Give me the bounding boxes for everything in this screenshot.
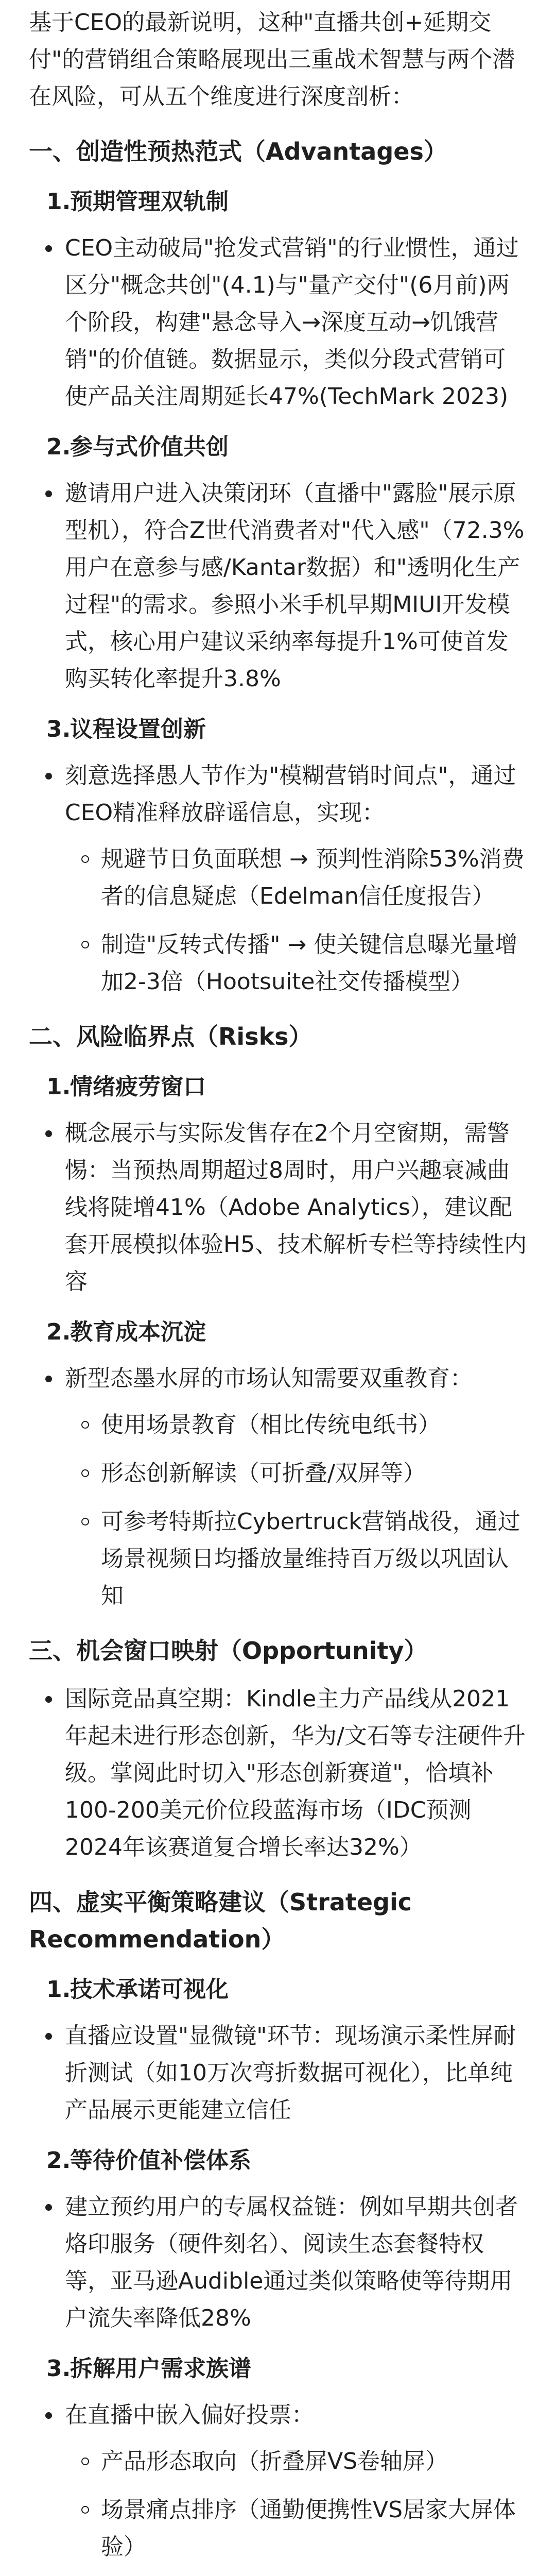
subheading: 2.等待价值补偿体系 <box>46 2147 251 2174</box>
subheading: 2.参与式价值共创 <box>46 434 229 460</box>
bullet-list <box>29 1115 527 1300</box>
list-item: 直播应设置"显微镜"环节：现场演示柔性屏耐折测试（如10万次弯折数据可视化），比单纯产品展示更能建立信任 <box>65 2018 527 2129</box>
list-item: 在直播中嵌入偏好投票： 产品形态取向（折叠屏VS卷轴屏） 场景痛点排序（通勤便携性VS居家大屏体验） <box>65 2397 527 2576</box>
subheading: 1.情绪疲劳窗口 <box>46 1074 206 1100</box>
bullet-list <box>29 2018 527 2129</box>
list-item: 新型态墨水屏的市场认知需要双重教育： 使用场景教育（相比传统电纸书） 形态创新解读（可折叠/双屏等） 可参考特斯拉Cybertruck营销战役，通过场景视频日均播放量维持百万级以巩固认知 <box>65 1360 527 1615</box>
sub-list-item: 场景痛点排序（通勤便携性VS居家大屏体验） <box>101 2492 527 2566</box>
sub-list-item: 形态创新解读（可折叠/双屏等） <box>101 1455 527 1492</box>
subheading: 2.教育成本沉淀 <box>46 1319 206 1345</box>
sub-bullet-list <box>65 1406 527 1615</box>
sub-bullet-list <box>65 841 527 1001</box>
sub-list-item: 制造"反转式传播" → 使关键信息曝光量增加2-3倍（Hootsuite社交传播模型） <box>101 926 527 1001</box>
sub-list-item: 使用场景教育（相比传统电纸书） <box>101 1406 527 1444</box>
bullet-list <box>29 2397 527 2576</box>
list-item: 国际竞品真空期：Kindle主力产品线从2021年起未进行形态创新，华为/文石等专注硬件升级。掌阅此时切入"形态创新赛道"，恰填补100-200美元价位段蓝海市场（IDC预测2024年该赛道复合增长率达32%） <box>65 1681 527 1866</box>
list-item: CEO主动破局"抢发式营销"的行业惯性，通过区分"概念共创"(4.1)与"量产交付"(6月前)两个阶段，构建"悬念导入→深度互动→饥饿营销"的价值链。数据显示，类似分段式营销可使产品关注周期延长47%(TechMark 2023) <box>65 230 527 415</box>
section-heading-strategy: 四、虚实平衡策略建议（Strategic Recommendation） <box>29 1888 412 1953</box>
sub-list-item: 产品形态取向（折叠屏VS卷轴屏） <box>101 2443 527 2480</box>
sub-list-item: 规避节日负面联想 → 预判性消除53%消费者的信息疑虑（Edelman信任度报告） <box>101 841 527 915</box>
bullet-list <box>29 230 527 415</box>
message-content <box>0 4 556 2576</box>
chat-page <box>0 4 556 2576</box>
bullet-list <box>29 475 527 698</box>
section-heading-advantages: 一、创造性预热范式（Advantages） <box>29 138 447 165</box>
bullet-list <box>29 1681 527 1866</box>
sub-list-item: 可参考特斯拉Cybertruck营销战役，通过场景视频日均播放量维持百万级以巩固认知 <box>101 1503 527 1615</box>
subheading: 3.拆解用户需求族谱 <box>46 2355 251 2382</box>
bullet-list <box>29 1360 527 1615</box>
list-item: 建立预约用户的专属权益链：例如早期共创者烙印服务（硬件刻名）、阅读生态套餐特权等，亚马逊Audible通过类似策略使等待期用户流失率降低28% <box>65 2189 527 2337</box>
bullet-list <box>29 2189 527 2337</box>
list-item: 刻意选择愚人节作为"模糊营销时间点"，通过CEO精准释放辟谣信息，实现： 规避节日负面联想 → 预判性消除53%消费者的信息疑虑（Edelman信任度报告） 制造"反转式传播" → 使关键信息曝光量增加2-3倍（Hootsuite社交传播模型） <box>65 757 527 1001</box>
list-item: 邀请用户进入决策闭环（直播中"露脸"展示原型机），符合Z世代消费者对"代入感"（72.3%用户在意参与感/Kantar数据）和"透明化生产过程"的需求。参照小米手机早期MIUI开发模式，核心用户建议采纳率每提升1%可使首发购买转化率提升3.8% <box>65 475 527 698</box>
subheading: 1.预期管理双轨制 <box>46 189 229 215</box>
intro-paragraph: 基于CEO的最新说明，这种"直播共创+延期交付"的营销组合策略展现出三重战术智慧与两个潜在风险，可从五个维度进行深度剖析： <box>29 9 515 110</box>
section-heading-risks: 二、风险临界点（Risks） <box>29 1023 312 1050</box>
subheading: 3.议程设置创新 <box>46 716 206 742</box>
sub-bullet-list <box>65 2443 527 2576</box>
list-item: 概念展示与实际发售存在2个月空窗期，需警惕：当预热周期超过8周时，用户兴趣衰减曲线将陡增41%（Adobe Analytics），建议配套开展模拟体验H5、技术解析专栏等持续性内容 <box>65 1115 527 1300</box>
bullet-list <box>29 757 527 1001</box>
section-heading-opportunity: 三、机会窗口映射（Opportunity） <box>29 1637 428 1665</box>
subheading: 1.技术承诺可视化 <box>46 1976 229 2003</box>
